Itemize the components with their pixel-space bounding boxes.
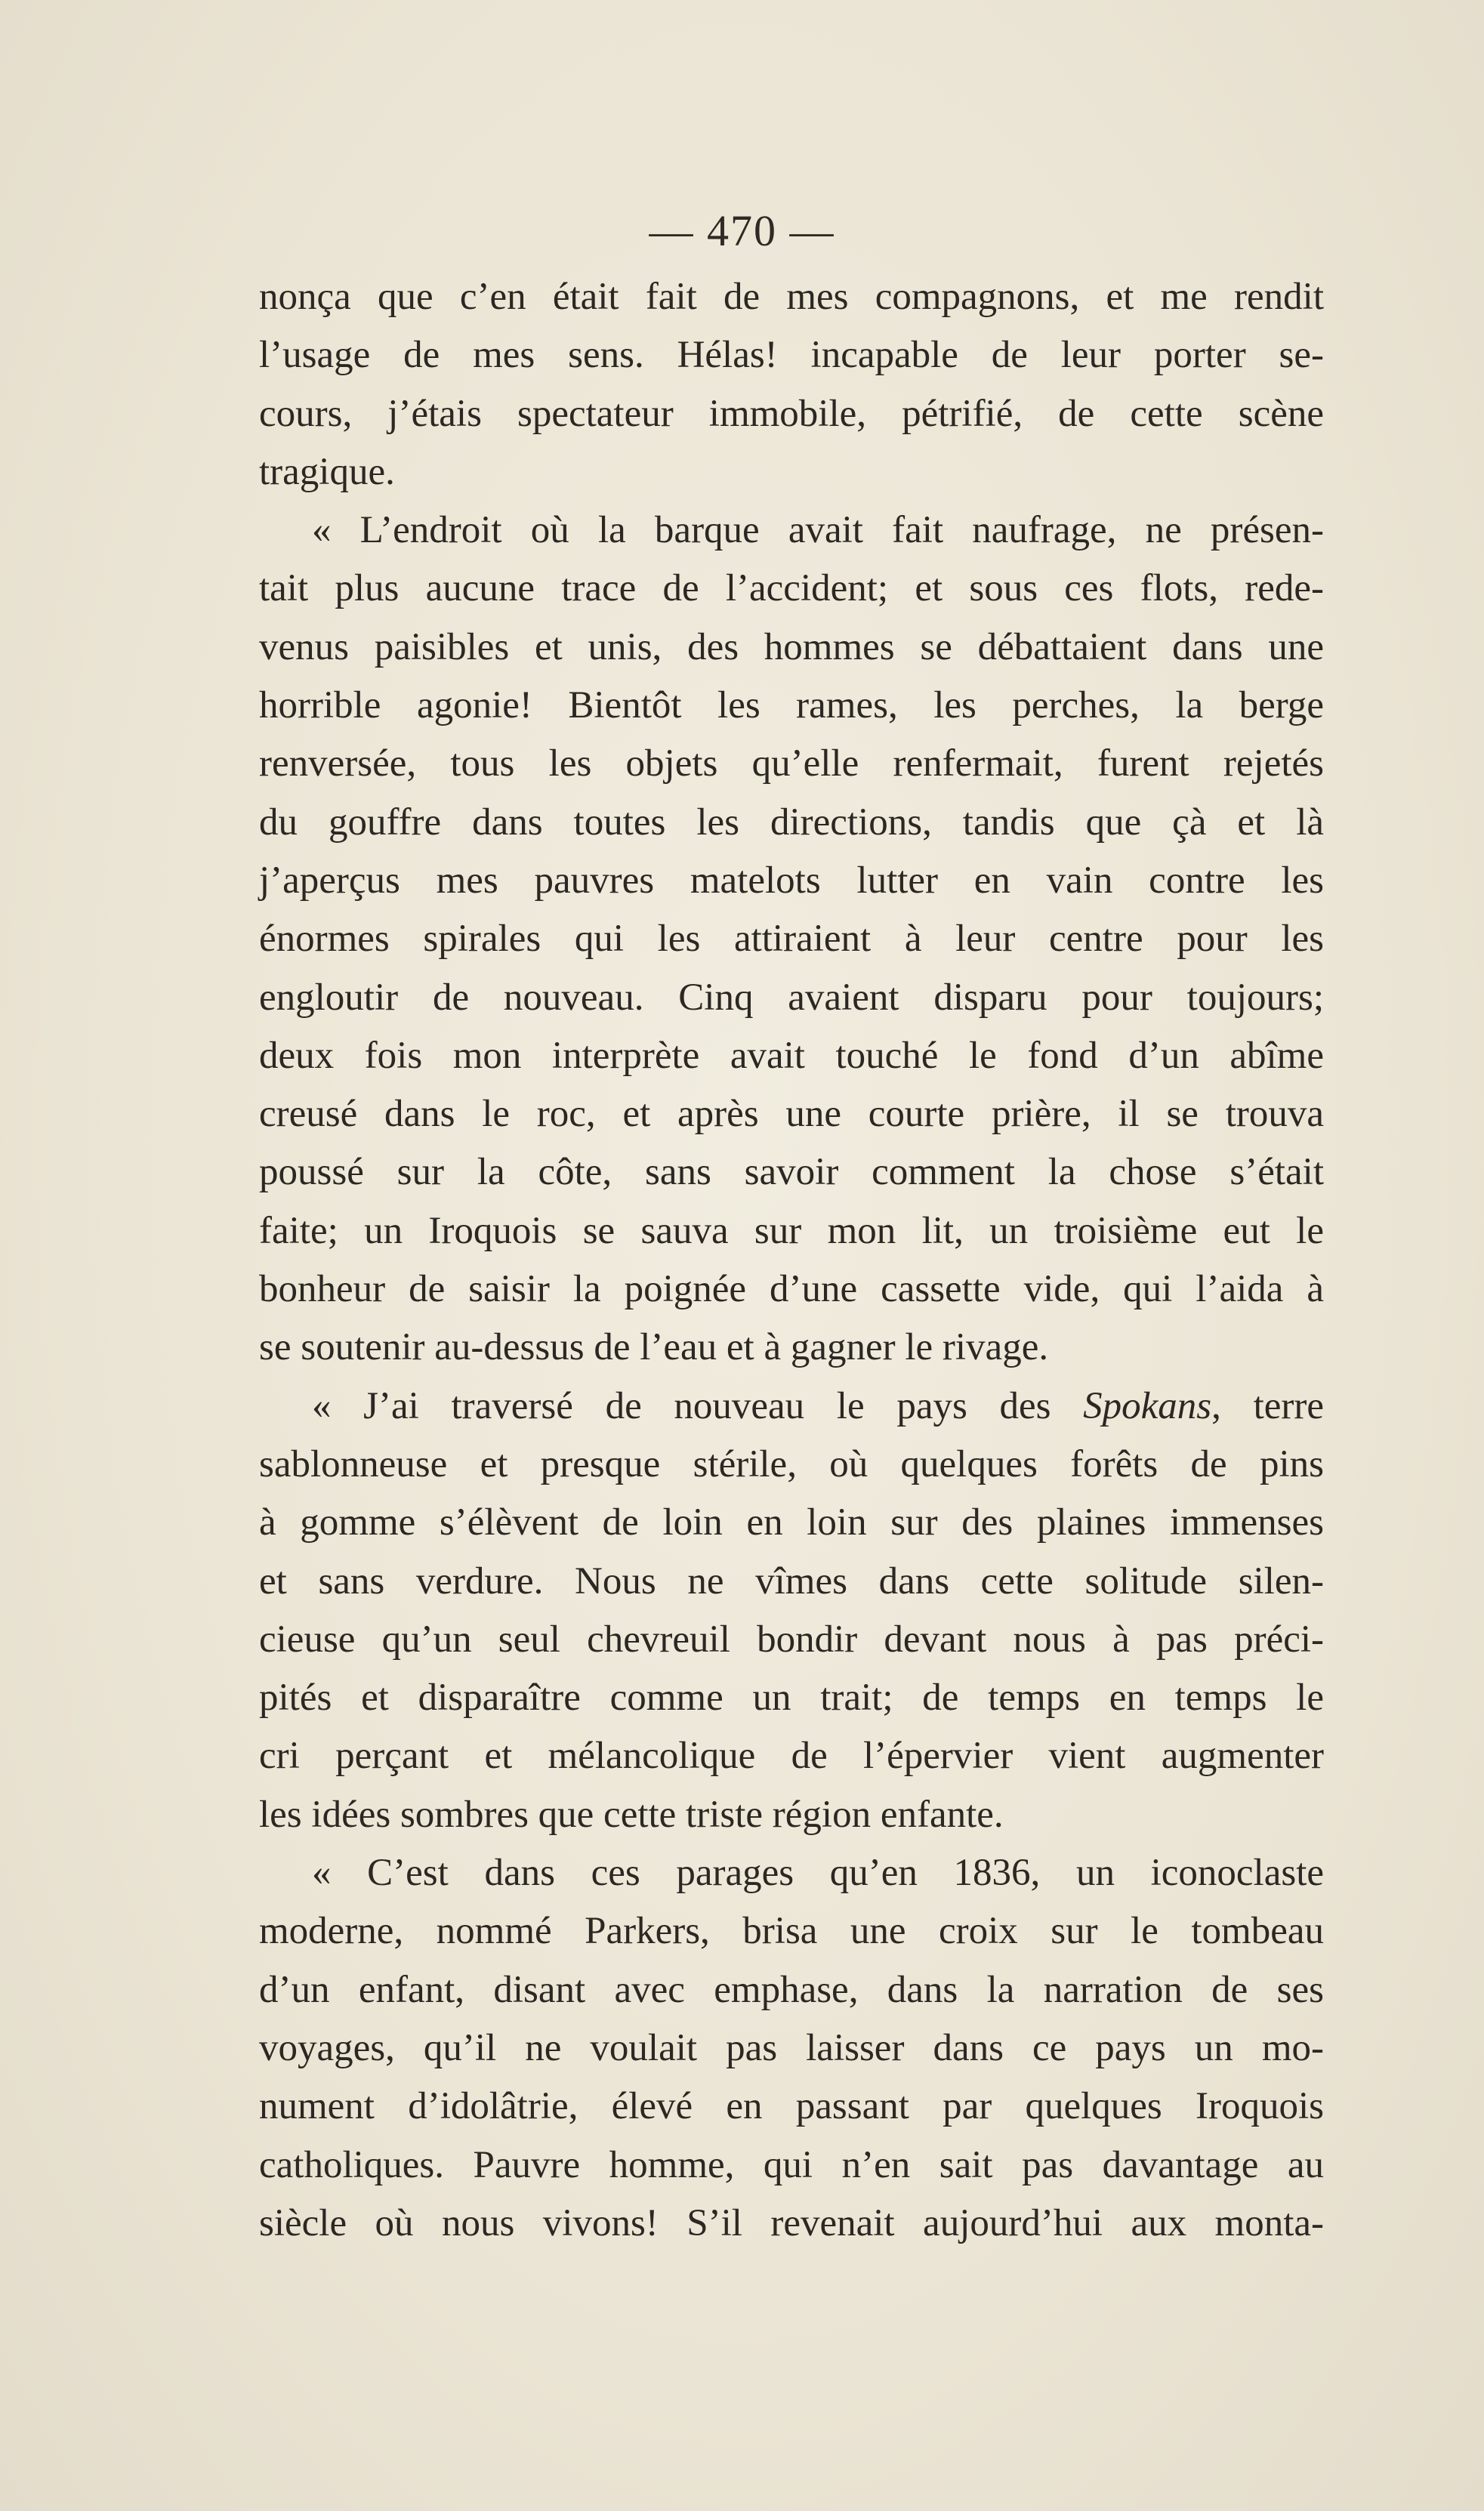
text-line: cours, j’étais spectateur immobile, pétrifié, de cette scène	[259, 392, 1324, 435]
text-line: les idées sombres que cette triste région enfante.	[259, 1793, 1004, 1836]
text-line: voyages, qu’il ne voulait pas laisser dans ce pays un mo-	[259, 2026, 1324, 2069]
text-line: nument d’idolâtrie, élevé en passant par quelques Iroquois	[259, 2085, 1324, 2128]
text-line: « J’ai traversé de nouveau le pays des Spokans, terre	[312, 1384, 1324, 1427]
text-line: bonheur de saisir la poignée d’une cassette vide, qui l’aida à	[259, 1268, 1324, 1311]
text-line: et sans verdure. Nous ne vîmes dans cette solitude silen-	[259, 1559, 1324, 1603]
text-line: siècle où nous vivons! S’il revenait aujourd’hui aux monta-	[259, 2201, 1324, 2244]
text-line: d’un enfant, disant avec emphase, dans la narration de ses	[259, 1968, 1324, 2011]
text-line: énormes spirales qui les attiraient à leur centre pour les	[259, 918, 1324, 961]
text-line: nonça que c’en était fait de mes compagnons, et me rendit	[259, 276, 1324, 318]
text-line: cieuse qu’un seul chevreuil bondir devant nous à pas préci-	[259, 1618, 1324, 1661]
text-line: creusé dans le roc, et après une courte prière, il se trouva	[259, 1093, 1324, 1136]
text-line: venus paisibles et unis, des hommes se débattaient dans une	[259, 625, 1324, 668]
text-line: du gouffre dans toutes les directions, tandis que çà et là	[259, 800, 1324, 844]
text-line: « C’est dans ces parages qu’en 1836, un iconoclaste	[312, 1852, 1324, 1895]
text-line: engloutir de nouveau. Cinq avaient disparu pour toujours;	[259, 976, 1324, 1019]
text-line: moderne, nommé Parkers, brisa une croix sur le tombeau	[259, 1910, 1324, 1953]
text-line: « L’endroit où la barque avait fait naufrage, ne présen-	[312, 509, 1324, 552]
text-line: poussé sur la côte, sans savoir comment la chose s’était	[259, 1151, 1324, 1194]
text-line: tragique.	[259, 450, 395, 493]
text-line: cri perçant et mélancolique de l’épervier vient augmenter	[259, 1735, 1324, 1778]
text-line: j’aperçus mes pauvres matelots lutter en vain contre les	[259, 859, 1324, 902]
text-line: à gomme s’élèvent de loin en loin sur des plaines immenses	[259, 1501, 1324, 1544]
text-line: tait plus aucune trace de l’accident; et sous ces flots, rede-	[259, 567, 1324, 610]
text-line: catholiques. Pauvre homme, qui n’en sait pas davantage au	[259, 2143, 1324, 2186]
text-line: se soutenir au-dessus de l’eau et à gagner le rivage.	[259, 1326, 1049, 1369]
body-text	[259, 268, 1324, 2253]
text-line: sablonneuse et presque stérile, où quelques forêts de pins	[259, 1442, 1324, 1485]
text-line: l’usage de mes sens. Hélas! incapable de leur porter se-	[259, 334, 1324, 377]
text-line: deux fois mon interprète avait touché le fond d’un abîme	[259, 1034, 1324, 1077]
text-line: renversée, tous les objets qu’elle renfermait, furent rejetés	[259, 742, 1324, 785]
page-number: — 470 —	[649, 206, 835, 255]
text-line: pités et disparaître comme un trait; de temps en temps le	[259, 1677, 1324, 1720]
text-line: faite; un Iroquois se sauva sur mon lit, un troisième eut le	[259, 1209, 1324, 1252]
text-line: horrible agonie! Bientôt les rames, les perches, la berge	[259, 684, 1324, 727]
